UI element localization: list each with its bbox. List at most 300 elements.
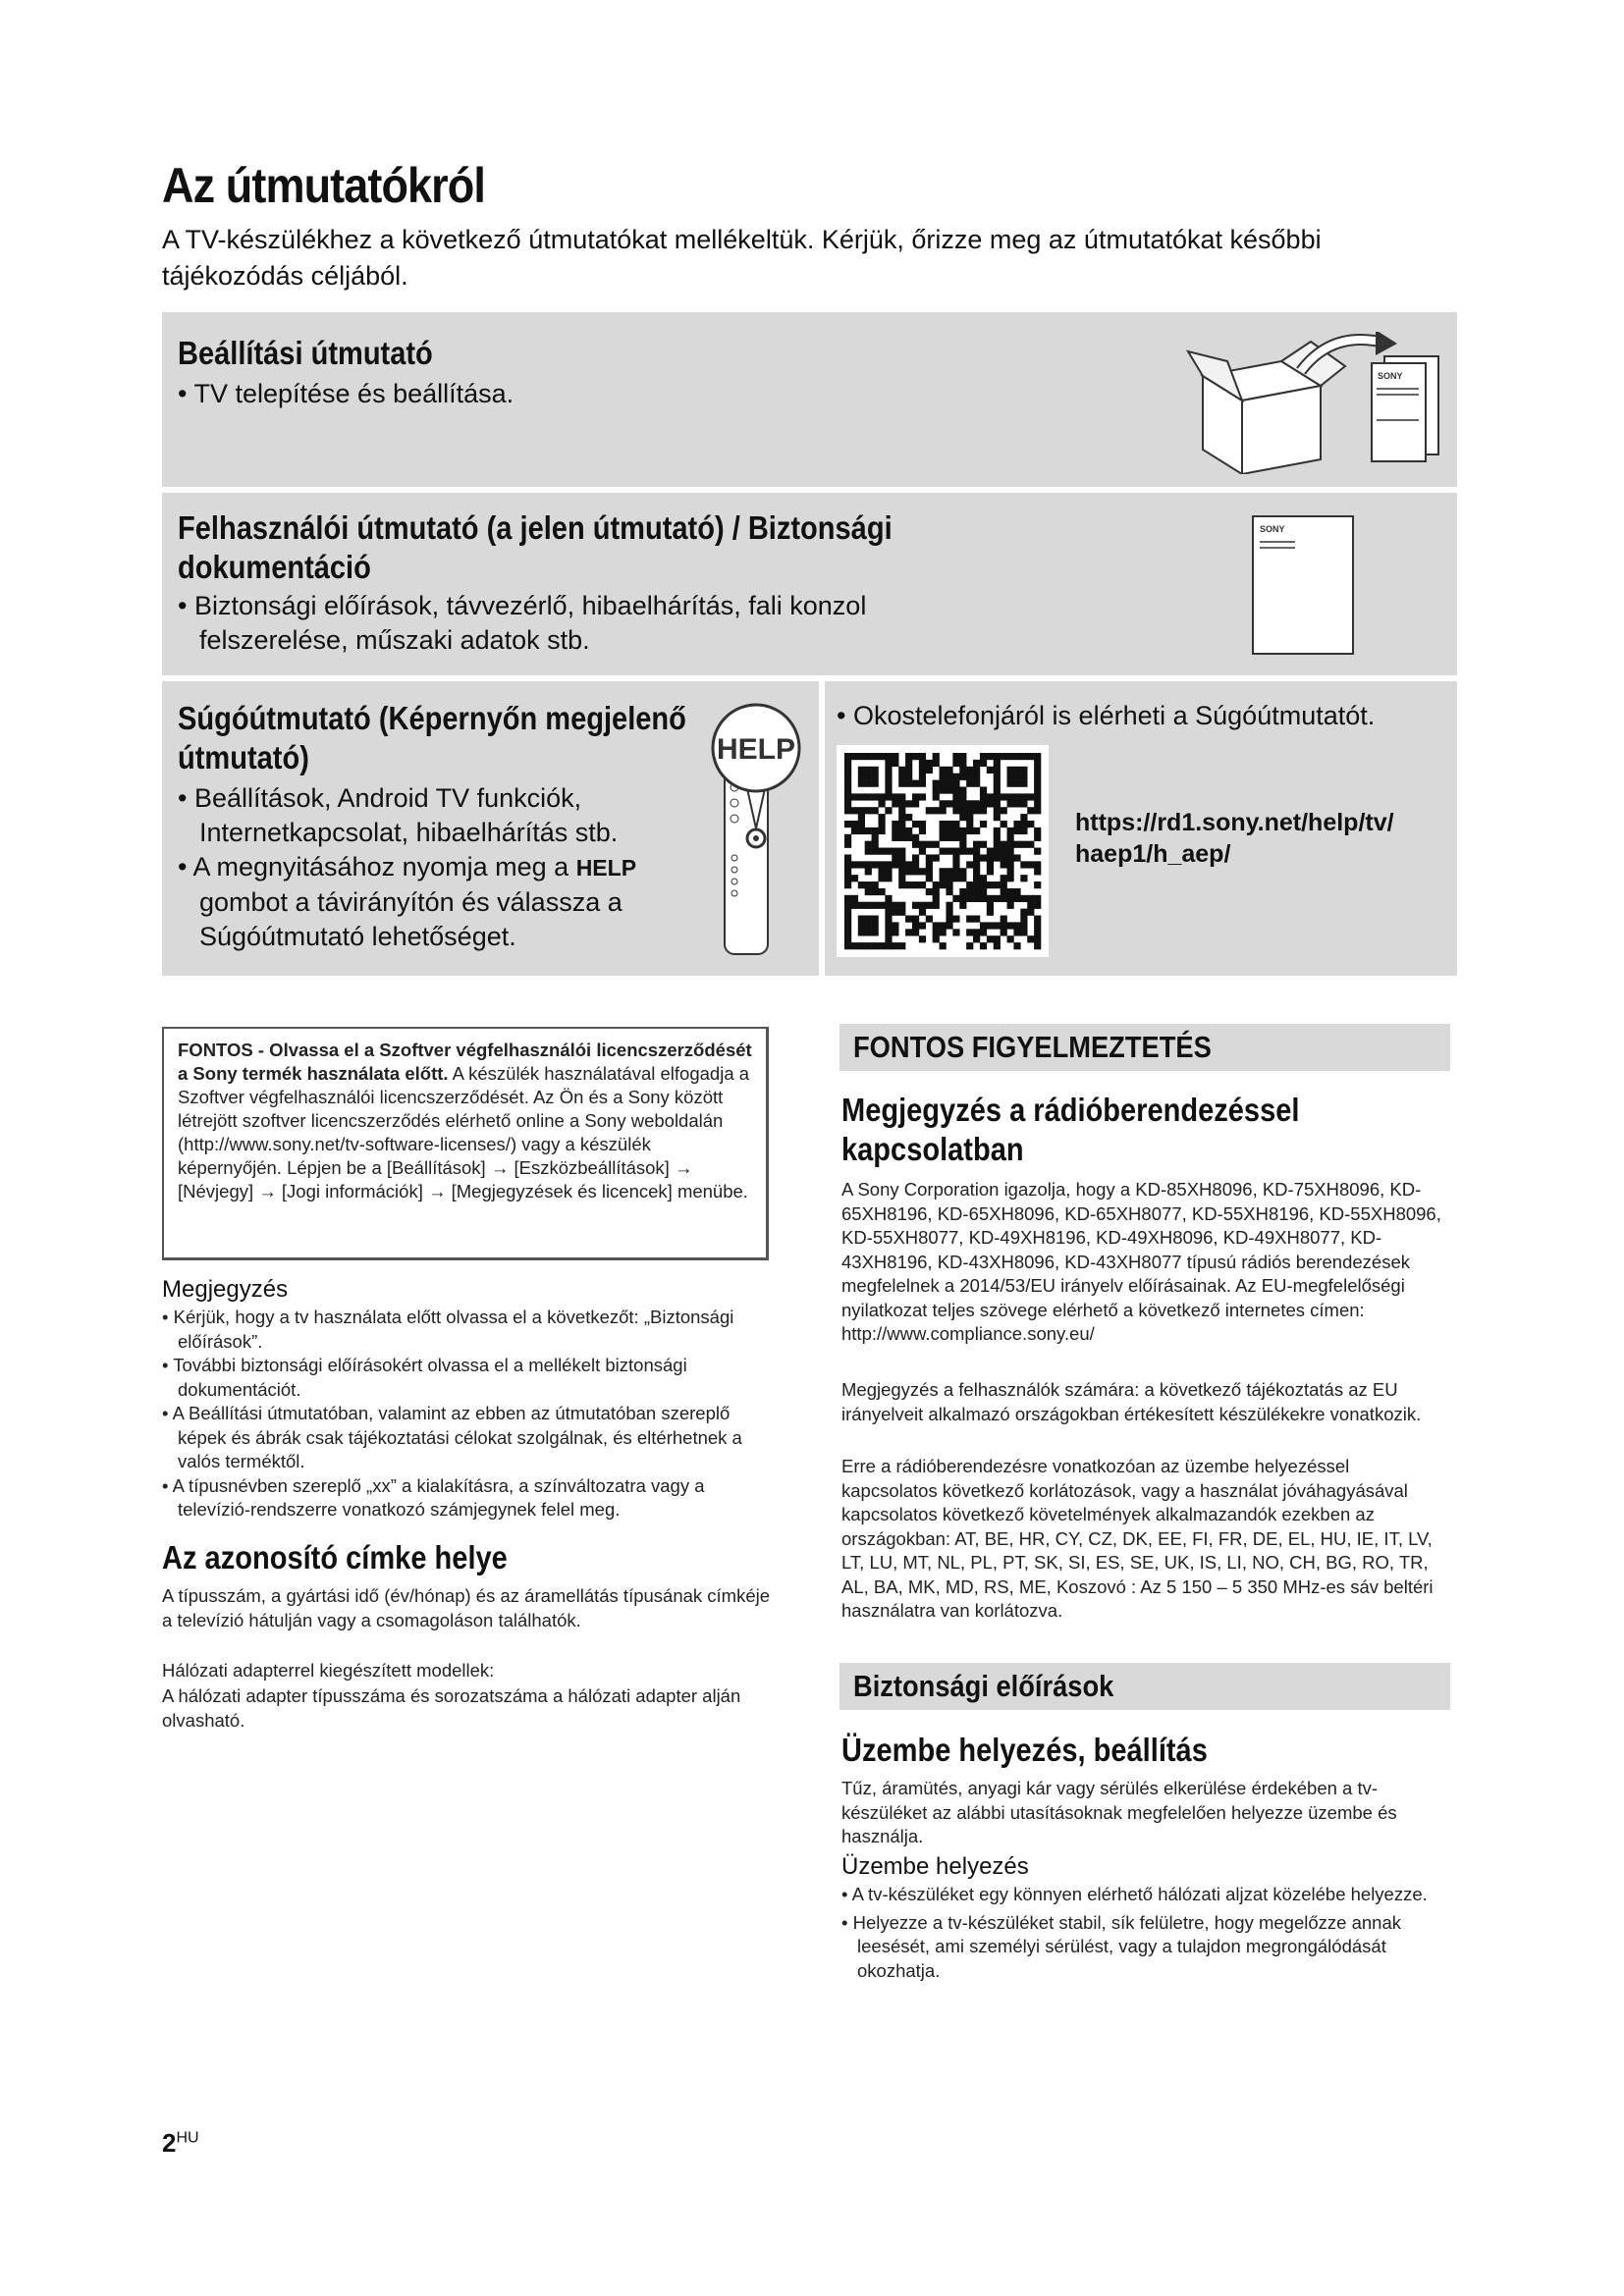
qr-module bbox=[912, 780, 919, 787]
license-notice-text: A készülék használatával elfogadja a Szoftver végfelhasználói licencszerződését. Az Ön és a Sony között létrejött szoftver licencszerződés elérhető online a Sony weboldalán (http://www.sony.net/tv-software-licenses/) vagy a készülék képernyőjén. Lépjen be a [Beállítások] → [Eszközbeállítások] → [Névjegy] → [Jogi információk] → [Megjegyzések és licencek] menübe. bbox=[178, 1063, 750, 1201]
qr-module bbox=[966, 895, 973, 902]
qr-module bbox=[872, 902, 879, 909]
qr-module bbox=[952, 854, 959, 861]
qr-module bbox=[1027, 841, 1034, 848]
qr-module bbox=[994, 895, 1001, 902]
qr-module bbox=[1001, 875, 1007, 881]
qr-module bbox=[952, 916, 959, 923]
qr-module bbox=[1013, 841, 1020, 848]
qr-module bbox=[912, 834, 919, 841]
qr-module bbox=[872, 848, 879, 855]
qr-module bbox=[898, 868, 905, 875]
qr-module bbox=[959, 834, 966, 841]
qr-module bbox=[844, 807, 851, 814]
note-item: • A Beállítási útmutatóban, valamint az ebben az útmutatóban szereplő képek és ábrák csak tájékoztatási célokat szolgálnak, és eltérhetnek a valós terméktől. bbox=[162, 1403, 742, 1471]
help-guide-box bbox=[162, 681, 819, 976]
qr-module bbox=[1007, 848, 1014, 855]
qr-module bbox=[1020, 774, 1027, 780]
qr-module bbox=[940, 875, 947, 881]
qr-module bbox=[994, 935, 1001, 942]
qr-module bbox=[865, 793, 872, 800]
qr-module bbox=[844, 786, 851, 793]
qr-module bbox=[966, 800, 973, 807]
qr-module bbox=[1034, 834, 1041, 841]
qr-module bbox=[865, 916, 872, 923]
qr-module bbox=[872, 888, 879, 895]
qr-module bbox=[933, 922, 940, 929]
qr-module bbox=[959, 848, 966, 855]
qr-module bbox=[940, 881, 947, 888]
qr-module bbox=[1034, 895, 1041, 902]
qr-module bbox=[865, 861, 872, 868]
qr-module bbox=[933, 841, 940, 848]
help-url[interactable] bbox=[1075, 807, 1394, 870]
qr-module bbox=[940, 780, 947, 787]
qr-module bbox=[1001, 861, 1007, 868]
qr-module bbox=[980, 888, 987, 895]
qr-module bbox=[946, 828, 952, 834]
qr-module bbox=[898, 774, 905, 780]
qr-module bbox=[919, 753, 926, 760]
qr-module bbox=[865, 942, 872, 949]
qr-module bbox=[946, 848, 952, 855]
qr-module bbox=[966, 848, 973, 855]
qr-module bbox=[898, 942, 905, 949]
qr-module bbox=[858, 916, 865, 923]
qr-module bbox=[1007, 793, 1014, 800]
help-guide-bullet2: • A megnyitásához nyomja meg a HELP gombot a távirányítón és válassza a Súgóútmutató lehetőséget. bbox=[178, 852, 637, 951]
qr-module bbox=[980, 942, 987, 949]
qr-module bbox=[1020, 929, 1027, 935]
qr-module bbox=[1007, 922, 1014, 929]
qr-module bbox=[994, 760, 1001, 767]
qr-module bbox=[1027, 753, 1034, 760]
qr-module bbox=[1013, 821, 1020, 828]
qr-module bbox=[898, 800, 905, 807]
smartphone-text: • Okostelefonjáról is elérheti a Súgóútmutatót. bbox=[837, 701, 1376, 730]
qr-module bbox=[946, 780, 952, 787]
qr-module bbox=[872, 753, 879, 760]
qr-module bbox=[892, 922, 898, 929]
qr-module bbox=[952, 774, 959, 780]
qr-module bbox=[1020, 841, 1027, 848]
setup-guide-bullet: • TV telepítése és beállítása. bbox=[178, 379, 514, 408]
radio-title-line1: Megjegyzés a rádióberendezéssel bbox=[841, 1092, 1300, 1128]
qr-module bbox=[987, 854, 994, 861]
help-guide-title-line1: Súgóútmutató (Képernyőn megjelenő bbox=[178, 700, 686, 736]
qr-module bbox=[885, 916, 892, 923]
qr-module bbox=[952, 861, 959, 868]
qr-module bbox=[851, 942, 858, 949]
qr-module bbox=[1027, 821, 1034, 828]
qr-module bbox=[933, 753, 940, 760]
qr-module bbox=[865, 922, 872, 929]
qr-module bbox=[898, 834, 905, 841]
qr-module bbox=[926, 888, 933, 895]
qr-module bbox=[1034, 861, 1041, 868]
qr-module bbox=[973, 935, 980, 942]
radio-paragraph-2: Megjegyzés a felhasználók számára: a következő tájékoztatás az EU irányelveit alkalmazó országokban értékesített készülékekre vonatkozik. bbox=[841, 1379, 1422, 1424]
qr-module bbox=[980, 786, 987, 793]
qr-module bbox=[912, 929, 919, 935]
page-language: HU bbox=[176, 2129, 199, 2147]
qr-module bbox=[994, 942, 1001, 949]
qr-module bbox=[1007, 895, 1014, 902]
qr-module bbox=[1034, 753, 1041, 760]
qr-module bbox=[959, 793, 966, 800]
qr-module bbox=[952, 800, 959, 807]
qr-module bbox=[1001, 848, 1007, 855]
qr-module bbox=[898, 780, 905, 787]
qr-module bbox=[987, 922, 994, 929]
qr-module bbox=[1013, 942, 1020, 949]
qr-module bbox=[994, 753, 1001, 760]
qr-module bbox=[851, 753, 858, 760]
qr-module bbox=[940, 767, 947, 774]
qr-module bbox=[994, 814, 1001, 821]
qr-module bbox=[987, 935, 994, 942]
qr-module bbox=[933, 780, 940, 787]
install-list bbox=[841, 1883, 1450, 1983]
qr-module bbox=[865, 780, 872, 787]
qr-module bbox=[851, 828, 858, 834]
qr-module bbox=[946, 909, 952, 916]
qr-module bbox=[973, 888, 980, 895]
user-manual-bullet: • Biztonsági előírások, távvezérlő, hibaelhárítás, fali konzol felszerelése, műszaki adatok stb. bbox=[178, 591, 867, 655]
manual-document-icon bbox=[1250, 512, 1358, 660]
qr-module bbox=[1027, 807, 1034, 814]
qr-module bbox=[973, 780, 980, 787]
qr-module bbox=[878, 848, 885, 855]
qr-code[interactable] bbox=[837, 745, 1049, 957]
qr-module bbox=[865, 774, 872, 780]
qr-module bbox=[898, 793, 905, 800]
qr-module bbox=[858, 774, 865, 780]
qr-module bbox=[926, 854, 933, 861]
qr-module bbox=[858, 814, 865, 821]
qr-module bbox=[912, 854, 919, 861]
qr-module bbox=[1034, 942, 1041, 949]
qr-module bbox=[865, 753, 872, 760]
qr-module bbox=[966, 774, 973, 780]
qr-module bbox=[885, 929, 892, 935]
qr-module bbox=[1013, 753, 1020, 760]
qr-module bbox=[865, 929, 872, 935]
qr-module bbox=[898, 909, 905, 916]
qr-module bbox=[865, 807, 872, 814]
qr-module bbox=[844, 800, 851, 807]
qr-module bbox=[952, 929, 959, 935]
qr-module bbox=[1013, 780, 1020, 787]
qr-module bbox=[946, 834, 952, 841]
qr-module bbox=[987, 861, 994, 868]
qr-module bbox=[858, 922, 865, 929]
qr-module bbox=[1034, 760, 1041, 767]
qr-module bbox=[919, 841, 926, 848]
qr-module bbox=[994, 786, 1001, 793]
qr-module bbox=[952, 834, 959, 841]
qr-module bbox=[1020, 793, 1027, 800]
qr-module bbox=[980, 807, 987, 814]
qr-module bbox=[959, 800, 966, 807]
qr-module bbox=[1034, 828, 1041, 834]
qr-module bbox=[946, 922, 952, 929]
qr-module bbox=[966, 942, 973, 949]
notes-title: Megjegyzés bbox=[162, 1276, 289, 1303]
qr-module bbox=[994, 834, 1001, 841]
qr-module bbox=[892, 854, 898, 861]
setup-guide-box bbox=[162, 312, 1457, 487]
qr-module bbox=[926, 875, 933, 881]
qr-module bbox=[892, 942, 898, 949]
qr-module bbox=[1007, 854, 1014, 861]
qr-module bbox=[1013, 895, 1020, 902]
qr-module bbox=[994, 848, 1001, 855]
install-item: • Helyezze a tv-készüléket stabil, sík felületre, hogy megelőzze annak leesését, ami személyi sérülést, vagy a tulajdon megrongálódását okozhatja. bbox=[841, 1911, 1401, 1981]
qr-module bbox=[878, 814, 885, 821]
qr-module bbox=[994, 793, 1001, 800]
qr-module bbox=[885, 875, 892, 881]
qr-module bbox=[912, 800, 919, 807]
qr-module bbox=[872, 807, 879, 814]
qr-module bbox=[885, 774, 892, 780]
qr-module bbox=[1013, 929, 1020, 935]
qr-module bbox=[987, 767, 994, 774]
license-notice-bold: FONTOS - Olvassa el a Szoftver végfelhasználói licencszerződését a Sony termék használata előtt. bbox=[178, 1040, 752, 1084]
sony-logo-small: SONY bbox=[1378, 371, 1403, 381]
qr-module bbox=[933, 854, 940, 861]
qr-module bbox=[1001, 841, 1007, 848]
qr-module bbox=[994, 881, 1001, 888]
qr-module bbox=[1020, 800, 1027, 807]
user-manual-box bbox=[162, 493, 1457, 675]
qr-module bbox=[980, 760, 987, 767]
qr-module bbox=[1034, 929, 1041, 935]
qr-module bbox=[878, 868, 885, 875]
qr-module bbox=[1034, 922, 1041, 929]
qr-module bbox=[885, 935, 892, 942]
qr-module bbox=[851, 807, 858, 814]
qr-module bbox=[872, 793, 879, 800]
qr-module bbox=[952, 786, 959, 793]
qr-module bbox=[1001, 916, 1007, 923]
qr-module bbox=[926, 767, 933, 774]
qr-module bbox=[844, 922, 851, 929]
qr-module bbox=[885, 861, 892, 868]
install-subtitle: Üzembe helyezés bbox=[841, 1853, 1029, 1880]
qr-module bbox=[898, 902, 905, 909]
qr-module bbox=[933, 895, 940, 902]
qr-module bbox=[844, 942, 851, 949]
qr-module bbox=[1013, 854, 1020, 861]
page-title: Az útmutatókról bbox=[162, 158, 485, 213]
qr-module bbox=[987, 902, 994, 909]
qr-module bbox=[872, 861, 879, 868]
qr-module bbox=[940, 800, 947, 807]
qr-module bbox=[878, 800, 885, 807]
safety-bar-title: Biztonsági előírások bbox=[853, 1669, 1114, 1703]
qr-module bbox=[919, 767, 926, 774]
box-to-manual-icon bbox=[1183, 332, 1443, 474]
qr-module bbox=[858, 767, 865, 774]
qr-module bbox=[905, 868, 912, 875]
qr-module bbox=[926, 760, 933, 767]
help-url-line1: https://rd1.sony.net/help/tv/ bbox=[1075, 809, 1394, 836]
qr-module bbox=[912, 902, 919, 909]
qr-module bbox=[865, 841, 872, 848]
warning-bar bbox=[839, 1024, 1450, 1071]
radio-title-line2: kapcsolatban bbox=[841, 1131, 1024, 1167]
qr-module bbox=[905, 800, 912, 807]
qr-module bbox=[844, 753, 851, 760]
qr-module bbox=[898, 767, 905, 774]
qr-module bbox=[844, 774, 851, 780]
qr-module bbox=[851, 861, 858, 868]
qr-module bbox=[872, 881, 879, 888]
qr-module bbox=[1034, 800, 1041, 807]
qr-module bbox=[952, 848, 959, 855]
qr-module bbox=[1034, 780, 1041, 787]
qr-module bbox=[980, 922, 987, 929]
qr-module bbox=[952, 875, 959, 881]
qr-module bbox=[892, 902, 898, 909]
qr-module bbox=[1007, 767, 1014, 774]
qr-module bbox=[905, 760, 912, 767]
qr-module bbox=[980, 753, 987, 760]
qr-module bbox=[952, 821, 959, 828]
qr-module bbox=[919, 848, 926, 855]
qr-module bbox=[858, 881, 865, 888]
qr-module bbox=[919, 868, 926, 875]
qr-module bbox=[1013, 793, 1020, 800]
qr-module bbox=[885, 868, 892, 875]
qr-module bbox=[1013, 888, 1020, 895]
qr-module bbox=[898, 861, 905, 868]
qr-module bbox=[1001, 895, 1007, 902]
qr-module bbox=[844, 793, 851, 800]
note-item: • Kérjük, hogy a tv használata előtt olvassa el a következőt: „Biztonsági előírások”. bbox=[162, 1307, 734, 1352]
qr-module bbox=[878, 942, 885, 949]
qr-module bbox=[952, 793, 959, 800]
qr-module bbox=[1034, 902, 1041, 909]
qr-module bbox=[865, 902, 872, 909]
qr-module bbox=[1001, 807, 1007, 814]
label-location-text: A típusszám, a gyártási idő (év/hónap) és az áramellátás típusának címkéje a televízió hátulján vagy a csomagoláson találhatók. bbox=[162, 1585, 771, 1630]
qr-module bbox=[1020, 828, 1027, 834]
qr-module bbox=[933, 793, 940, 800]
qr-module bbox=[959, 774, 966, 780]
qr-module bbox=[872, 942, 879, 949]
qr-module bbox=[1020, 916, 1027, 923]
qr-module bbox=[1027, 909, 1034, 916]
qr-module bbox=[898, 828, 905, 834]
qr-module bbox=[987, 753, 994, 760]
qr-module bbox=[946, 875, 952, 881]
qr-module bbox=[959, 902, 966, 909]
qr-module bbox=[940, 848, 947, 855]
qr-module bbox=[946, 767, 952, 774]
qr-module bbox=[878, 821, 885, 828]
qr-module bbox=[959, 868, 966, 875]
qr-module bbox=[844, 935, 851, 942]
qr-module bbox=[885, 780, 892, 787]
qr-module bbox=[959, 895, 966, 902]
qr-module bbox=[844, 767, 851, 774]
qr-module bbox=[912, 841, 919, 848]
qr-module bbox=[966, 888, 973, 895]
qr-module bbox=[933, 881, 940, 888]
qr-module bbox=[898, 875, 905, 881]
qr-module bbox=[987, 881, 994, 888]
qr-module bbox=[1007, 800, 1014, 807]
qr-module bbox=[1001, 753, 1007, 760]
qr-module bbox=[973, 861, 980, 868]
qr-module bbox=[933, 902, 940, 909]
qr-module bbox=[1001, 888, 1007, 895]
qr-module bbox=[959, 760, 966, 767]
qr-module bbox=[980, 895, 987, 902]
qr-module bbox=[919, 909, 926, 916]
qr-module bbox=[844, 780, 851, 787]
qr-module bbox=[959, 807, 966, 814]
qr-module bbox=[926, 861, 933, 868]
qr-module bbox=[1034, 916, 1041, 923]
qr-module bbox=[844, 881, 851, 888]
qr-module bbox=[1007, 888, 1014, 895]
qr-module bbox=[1007, 834, 1014, 841]
qr-module bbox=[872, 922, 879, 929]
qr-module bbox=[973, 916, 980, 923]
qr-module bbox=[980, 800, 987, 807]
notes-list bbox=[162, 1306, 771, 1522]
qr-module bbox=[980, 821, 987, 828]
qr-module bbox=[1007, 875, 1014, 881]
qr-module bbox=[940, 786, 947, 793]
qr-module bbox=[940, 942, 947, 949]
qr-module bbox=[858, 861, 865, 868]
qr-module bbox=[946, 821, 952, 828]
qr-module bbox=[952, 828, 959, 834]
qr-module bbox=[1001, 854, 1007, 861]
qr-module bbox=[858, 942, 865, 949]
qr-module bbox=[1034, 935, 1041, 942]
safety-bar bbox=[839, 1663, 1450, 1710]
qr-module bbox=[878, 888, 885, 895]
qr-module bbox=[1027, 793, 1034, 800]
qr-module bbox=[1007, 753, 1014, 760]
install-text: Tűz, áramütés, anyagi kár vagy sérülés elkerülése érdekében a tv-készüléket az alábbi utasításoknak megfelelően helyezze üzembe és használja. bbox=[841, 1778, 1397, 1846]
qr-module bbox=[1027, 902, 1034, 909]
qr-module bbox=[1007, 868, 1014, 875]
qr-module bbox=[892, 760, 898, 767]
qr-module bbox=[966, 916, 973, 923]
qr-module bbox=[919, 902, 926, 909]
qr-module bbox=[973, 767, 980, 774]
qr-module bbox=[952, 780, 959, 787]
qr-module bbox=[858, 793, 865, 800]
qr-module bbox=[973, 807, 980, 814]
qr-module bbox=[878, 793, 885, 800]
qr-module bbox=[994, 922, 1001, 929]
radio-paragraph-3: Erre a rádióberendezésre vonatkozóan az üzembe helyezéssel kapcsolatos következő korlátozások, vagy a használat jóváhagyásával kapcsolatos következő követelmények alkalmazandók ezekben az országokban: AT, BE, HR, CY, CZ, DK, EE, FI, FR, DE, EL, HU, IE, IT, LV, LT, LU, MT, NL, PL, PT, SK, SI, ES, SE, UK, IS, LI, NO, CH, BG, RO, TR, AL, BA, MK, MD, RS, ME, Koszovó : Az 5 150 – 5 350 MHz-es sáv beltéri használatra van korlátozva. bbox=[841, 1456, 1434, 1621]
qr-module bbox=[844, 861, 851, 868]
qr-module bbox=[980, 854, 987, 861]
qr-module bbox=[1034, 793, 1041, 800]
qr-module bbox=[973, 800, 980, 807]
qr-module bbox=[919, 828, 926, 834]
user-manual-title-line1: Felhasználói útmutató (a jelen útmutató) / Biztonsági bbox=[178, 509, 893, 546]
qr-module bbox=[912, 861, 919, 868]
